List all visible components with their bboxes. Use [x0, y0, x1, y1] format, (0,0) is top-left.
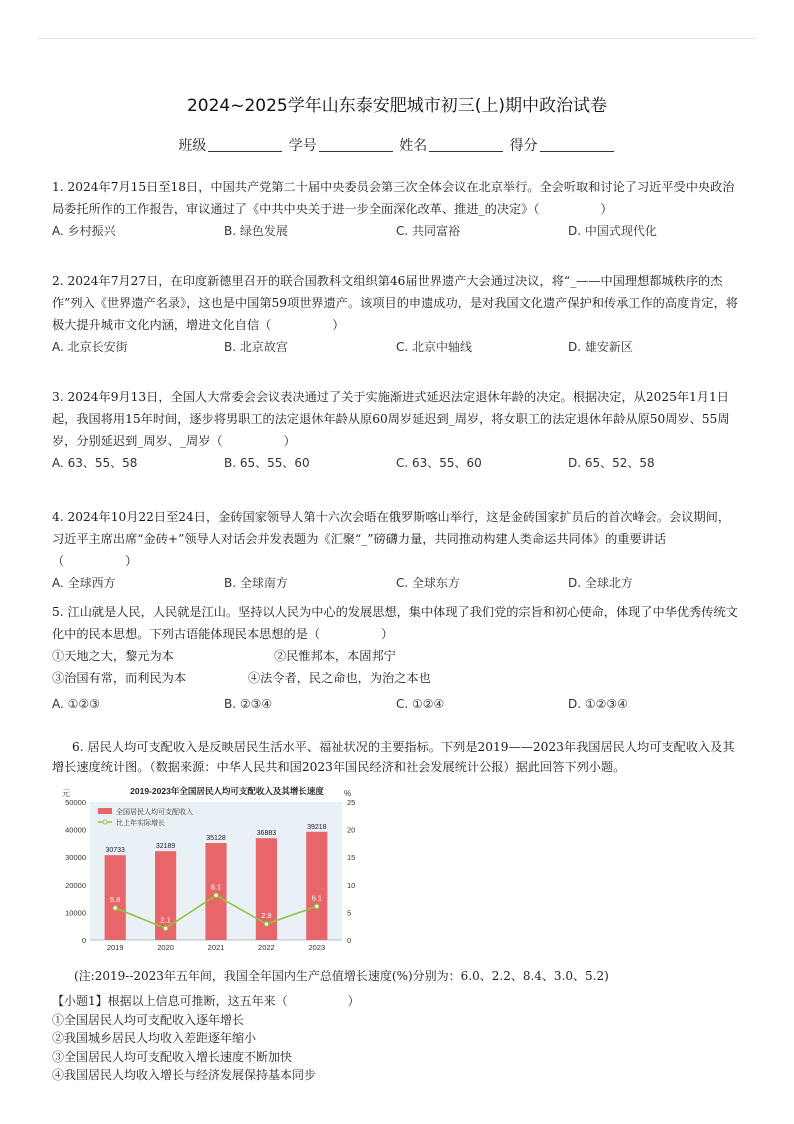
right-tick-label: 0 — [347, 936, 352, 945]
bar-value-label: 39218 — [307, 823, 327, 831]
bar-value-label: 30733 — [105, 847, 125, 855]
growth-value-label: 5.8 — [109, 894, 121, 904]
x-tick-label: 2020 — [157, 943, 174, 952]
question-stem: 5. 江山就是人民，人民就是江山。坚持以人民为中心的发展思想，集中体现了我们党的宗旨和初心使命，体现了中华优秀传统文化中的民本思想。下列古语能体现民本思想的是（ ） — [52, 605, 738, 641]
bar-value-label: 35128 — [206, 835, 226, 843]
left-tick-label: 50000 — [65, 798, 86, 807]
option-row — [52, 693, 742, 715]
left-tick-label: 0 — [81, 936, 86, 945]
chart-title: 2019-2023年全国居民人均可支配收入及其增长速度 — [130, 786, 324, 796]
option-c[interactable]: C. 北京中轴线 — [396, 340, 473, 354]
question-stem: 1. 2024年7月15日至18日，中国共产党第二十届中央委员会第三次全体会议在北京举行。全会听取和讨论了习近平受中央政治局委托所作的工作报告，审议通过了《中共中央关于进一步全面深化改革、推进_的决定》（ ） — [52, 180, 735, 216]
option-d[interactable]: D. 全球北方 — [568, 576, 633, 590]
option-row — [52, 220, 742, 242]
statement-row — [52, 667, 742, 689]
option-c[interactable]: C. 全球东方 — [396, 576, 461, 590]
option-d[interactable]: D. ①②③④ — [568, 697, 628, 711]
growth-point — [264, 922, 268, 926]
option-c[interactable]: C. 63、55、60 — [396, 456, 482, 470]
left-axis — [65, 798, 86, 945]
question-stem: 2. 2024年7月27日，在印度新德里召开的联合国教科文组织第46届世界遗产大会通过决议，将“_——中国理想都城秩序的杰作”列入《世界遗产名录》，这也是中国第59项世界遗产。该项目的申遗成功，是对我国文化遗产保护和传承工作的高度肯定，将极大提升城市文化内涵，增进文化自信（ ） — [52, 274, 738, 332]
statement-4: ④我国居民人均收入增长与经济发展保持基本同步 — [52, 1068, 317, 1082]
name-label: 姓名 — [399, 138, 428, 154]
class-label: 班级 — [178, 138, 207, 154]
income-chart — [52, 782, 362, 954]
page-title: 2024~2025学年山东泰安肥城市初三(上)期中政治试卷 — [186, 96, 608, 116]
option-a[interactable]: A. 63、55、58 — [52, 456, 138, 470]
option-b[interactable]: B. 全球南方 — [224, 576, 288, 590]
option-d[interactable]: D. 65、52、58 — [568, 456, 655, 470]
statement-1: ①全国居民人均可支配收入逐年增长 — [52, 1012, 245, 1027]
option-row — [52, 336, 742, 358]
x-tick-label: 2022 — [258, 943, 275, 952]
option-a[interactable]: A. 北京长安街 — [52, 340, 128, 354]
growth-point — [214, 893, 218, 897]
score-label: 得分 — [509, 138, 538, 154]
left-axis-unit: 元 — [62, 789, 70, 798]
x-axis — [90, 940, 342, 952]
statement-1: ①天地之大，黎元为本 — [52, 649, 174, 663]
option-a[interactable]: A. 全球西方 — [52, 576, 116, 590]
income-bar — [205, 843, 226, 940]
subquestion-1 — [52, 992, 360, 1085]
income-bar — [306, 832, 327, 940]
option-d[interactable]: D. 雄安新区 — [568, 340, 633, 354]
option-b[interactable]: B. ②③④ — [224, 697, 273, 711]
score-blank — [540, 137, 614, 152]
legend-bar-swatch — [98, 808, 112, 814]
option-b[interactable]: B. 北京故宫 — [224, 340, 288, 354]
id-blank — [319, 137, 393, 152]
x-tick-label: 2021 — [207, 943, 225, 952]
question-stem: 4. 2024年10月22日至24日，金砖国家领导人第十六次会晤在俄罗斯喀山举行，这是金砖国家扩员后的首次峰会。会议期间，习近平主席出席“金砖+”领导人对话会并发表题为《汇聚“_”磅礴力量，共同推动构建人类命运共同体》的重要讲话（ ） — [52, 510, 731, 568]
legend-line-label: 比上年实际增长 — [116, 820, 165, 827]
chart-note: (注:2019--2023年五年间，我国全年国内生产总值增长速度(%)分别为：6.0、2.2、8.4、3.0、5.2) — [74, 969, 609, 983]
left-tick-label: 10000 — [65, 908, 86, 918]
growth-value-label: 2.1 — [160, 915, 171, 925]
growth-value-label: 2.9 — [261, 910, 272, 920]
option-row — [52, 452, 742, 474]
class-blank — [208, 137, 282, 152]
statement-2: ②我国城乡居民人均收入差距逐年缩小 — [52, 1031, 257, 1045]
option-row — [52, 572, 742, 594]
header-rule — [38, 38, 756, 39]
x-tick-label: 2019 — [106, 943, 124, 952]
question-3 — [52, 386, 742, 474]
right-axis-unit: % — [344, 789, 352, 798]
legend-line-marker — [103, 820, 107, 824]
statement-2: ②民惟邦本，本固邦宁 — [274, 649, 396, 663]
right-tick-label: 5 — [347, 908, 352, 918]
question-2 — [52, 270, 742, 358]
option-c[interactable]: C. ①②④ — [396, 697, 445, 711]
question-stem: 3. 2024年9月13日，全国人大常委会会议表决通过了关于实施渐进式延迟法定退休年龄的决定。根据决定，从2025年1月1日起，我国将用15年时间，逐步将男职工的法定退休年龄从原60周岁延迟到_周岁，将女职工的法定退休年龄从原50周岁、55周岁，分别延迟到_周岁、_周岁（ ） — [52, 390, 730, 448]
right-tick-label: 15 — [347, 853, 356, 863]
question-6 — [52, 737, 742, 777]
right-axis — [347, 798, 355, 945]
option-a[interactable]: A. 乡村振兴 — [52, 224, 116, 238]
question-4 — [52, 506, 742, 594]
right-tick-label: 10 — [347, 880, 356, 890]
statement-3: ③治国有常，而利民为本 — [52, 671, 187, 685]
statement-row — [52, 645, 742, 667]
growth-point — [315, 904, 319, 908]
bar-value-label: 32189 — [155, 843, 176, 851]
option-c[interactable]: C. 共同富裕 — [396, 224, 461, 238]
right-tick-label: 25 — [347, 798, 356, 807]
question-1 — [52, 176, 742, 242]
statement-4: ④法令者，民之命也，为治之本也 — [248, 671, 431, 685]
left-tick-label: 20000 — [65, 880, 86, 890]
option-d[interactable]: D. 中国式现代化 — [568, 224, 657, 238]
subquestion-stem: 【小题1】根据以上信息可推断，这五年来（ ） — [52, 994, 360, 1008]
name-blank — [429, 137, 503, 152]
question-stem: 6. 居民人均可支配收入是反映居民生活水平、福祉状况的主要指标。下列是2019——2023年我国居民人均可支配收入及其增长速度统计图。（数据来源：中华人民共和国2023年国民经济和社会发展统计公报）据此回答下列小题。 — [52, 740, 735, 774]
legend-bar-label: 全国居民人均可支配收入 — [116, 809, 193, 816]
id-label: 学号 — [288, 138, 317, 154]
left-tick-label: 30000 — [65, 853, 86, 863]
growth-point — [113, 906, 117, 910]
student-info-row — [0, 135, 794, 155]
growth-value-label: 8.1 — [210, 882, 222, 892]
x-tick-label: 2023 — [308, 943, 326, 952]
right-tick-label: 20 — [347, 825, 356, 835]
left-tick-label: 40000 — [65, 825, 86, 835]
option-b[interactable]: B. 65、55、60 — [224, 456, 310, 470]
question-5 — [52, 601, 742, 715]
statement-3: ③全国居民人均可支配收入增长速度不断加快 — [52, 1049, 293, 1064]
growth-point — [163, 926, 167, 930]
growth-value-label: 6.1 — [311, 893, 323, 903]
option-a[interactable]: A. ①②③ — [52, 697, 100, 711]
bar-value-label: 36883 — [256, 830, 277, 838]
option-b[interactable]: B. 绿色发展 — [224, 224, 288, 238]
